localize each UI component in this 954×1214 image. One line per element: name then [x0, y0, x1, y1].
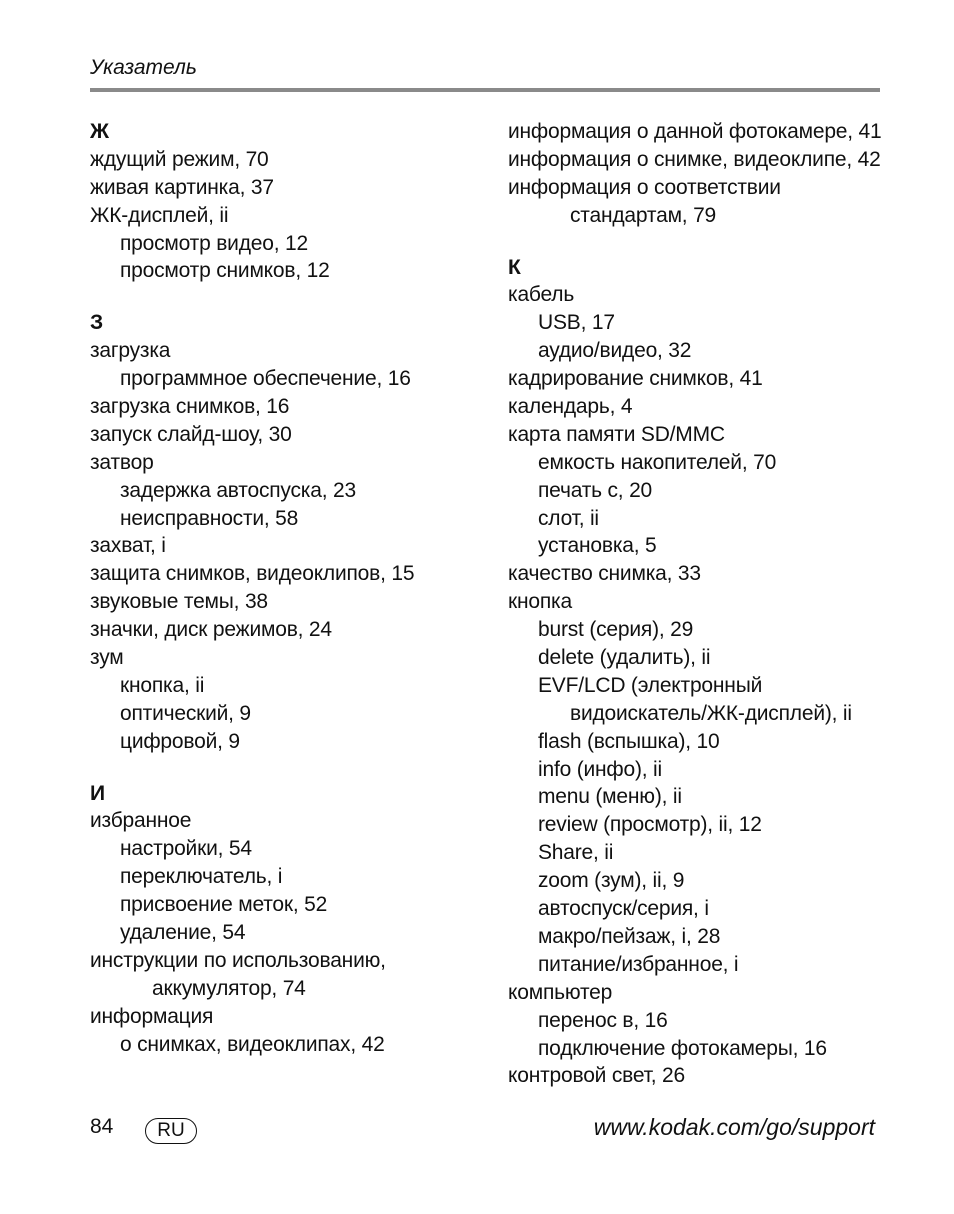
index-entry: контровой свет, 26	[508, 1064, 685, 1088]
index-subentry: неисправности, 58	[120, 506, 299, 530]
index-subentry: печать с, 20	[538, 478, 653, 502]
index-entry: зум	[90, 646, 124, 670]
index-subentry: автоспуск/серия, i	[538, 897, 709, 921]
index-entry: карта памяти SD/MMC	[508, 422, 725, 446]
index-subentry: видоискатель/ЖК-дисплей), ii	[570, 701, 852, 725]
index-subentry: подключение фотокамеры, 16	[538, 1036, 827, 1060]
index-subentry: присвоение меток, 52	[120, 893, 328, 917]
page-number: 84	[90, 1115, 114, 1138]
index-subentry: USB, 17	[538, 311, 615, 335]
index-entry: кнопка	[508, 590, 572, 614]
index-column-left	[90, 118, 490, 1059]
index-entry: кабель	[508, 283, 575, 307]
index-subentry: delete (удалить), ii	[538, 646, 711, 670]
index-column-right	[508, 118, 888, 1090]
index-entry: календарь, 4	[508, 395, 633, 419]
index-subentry: menu (меню), ii	[538, 785, 682, 809]
support-url: www.kodak.com/go/support	[593, 1114, 875, 1140]
index-subentry: питание/избранное, i	[538, 952, 739, 976]
index-subentry: стандартам, 79	[570, 203, 717, 227]
section-spacer	[90, 285, 490, 309]
index-entry: информация о снимке, видеоклипе, 42	[508, 147, 881, 171]
index-subentry: кнопка, ii	[120, 673, 205, 697]
index-entry: ждущий режим, 70	[90, 147, 269, 171]
index-subentry: слот, ii	[538, 506, 599, 530]
index-entry: информация о данной фотокамере, 41	[508, 120, 882, 143]
index-subentry: емкость накопителей, 70	[538, 450, 777, 474]
index-subentry: макро/пейзаж, i, 28	[538, 924, 721, 948]
header-divider	[90, 88, 880, 92]
section-spacer	[90, 756, 490, 780]
index-subentry: info (инфо), ii	[538, 757, 662, 781]
index-entry: живая картинка, 37	[90, 175, 274, 199]
index-subentry: удаление, 54	[120, 921, 246, 945]
index-entry: загрузка	[90, 339, 171, 363]
index-subentry: цифровой, 9	[120, 729, 240, 753]
index-entry: компьютер	[508, 980, 613, 1004]
index-subentry: review (просмотр), ii, 12	[538, 813, 762, 837]
index-entry: запуск слайд-шоу, 30	[90, 422, 292, 446]
index-letter-heading: З	[90, 311, 103, 335]
index-subentry: аудио/видео, 32	[538, 339, 692, 363]
index-entry: инструкции по использованию,	[90, 948, 386, 972]
index-subentry: просмотр видео, 12	[120, 231, 308, 255]
index-entry: захват, i	[90, 534, 166, 558]
index-subentry: burst (серия), 29	[538, 618, 694, 642]
index-entry: ЖК-дисплей, ii	[90, 203, 229, 227]
index-entry: информация	[90, 1004, 214, 1028]
language-badge	[145, 1118, 197, 1144]
index-subentry: настройки, 54	[120, 837, 252, 861]
index-letter-heading: К	[508, 255, 521, 279]
index-subentry: задержка автоспуска, 23	[120, 478, 356, 502]
section-spacer	[508, 230, 888, 254]
language-badge-label: RU	[157, 1120, 185, 1141]
index-entry: защита снимков, видеоклипов, 15	[90, 562, 415, 586]
index-subentry: программное обеспечение, 16	[120, 367, 411, 391]
index-subentry: оптический, 9	[120, 701, 251, 725]
index-letter-heading: И	[90, 781, 105, 805]
page-header-title: Указатель	[90, 56, 197, 79]
index-entry: загрузка снимков, 16	[90, 395, 290, 419]
index-subentry: zoom (зум), ii, 9	[538, 869, 685, 893]
index-entry: избранное	[90, 809, 192, 833]
index-subentry: просмотр снимков, 12	[120, 259, 330, 283]
index-subentry: о снимках, видеоклипах, 42	[120, 1032, 385, 1056]
index-entry: кадрирование снимков, 41	[508, 367, 763, 391]
index-entry: звуковые темы, 38	[90, 590, 268, 614]
index-entry: качество снимка, 33	[508, 562, 701, 586]
index-subentry: установка, 5	[538, 534, 657, 558]
index-subentry: переключатель, i	[120, 865, 283, 889]
index-subentry: Share, ii	[538, 841, 614, 865]
index-subentry: перенос в, 16	[538, 1008, 668, 1032]
index-subentry: flash (вспышка), 10	[538, 729, 720, 753]
index-entry: значки, диск режимов, 24	[90, 618, 332, 642]
index-entry: затвор	[90, 450, 154, 474]
index-letter-heading: Ж	[90, 120, 109, 143]
index-subentry: EVF/LCD (электронный	[538, 673, 763, 697]
index-entry: информация о соответствии	[508, 175, 781, 199]
index-subentry: аккумулятор, 74	[152, 976, 306, 1000]
